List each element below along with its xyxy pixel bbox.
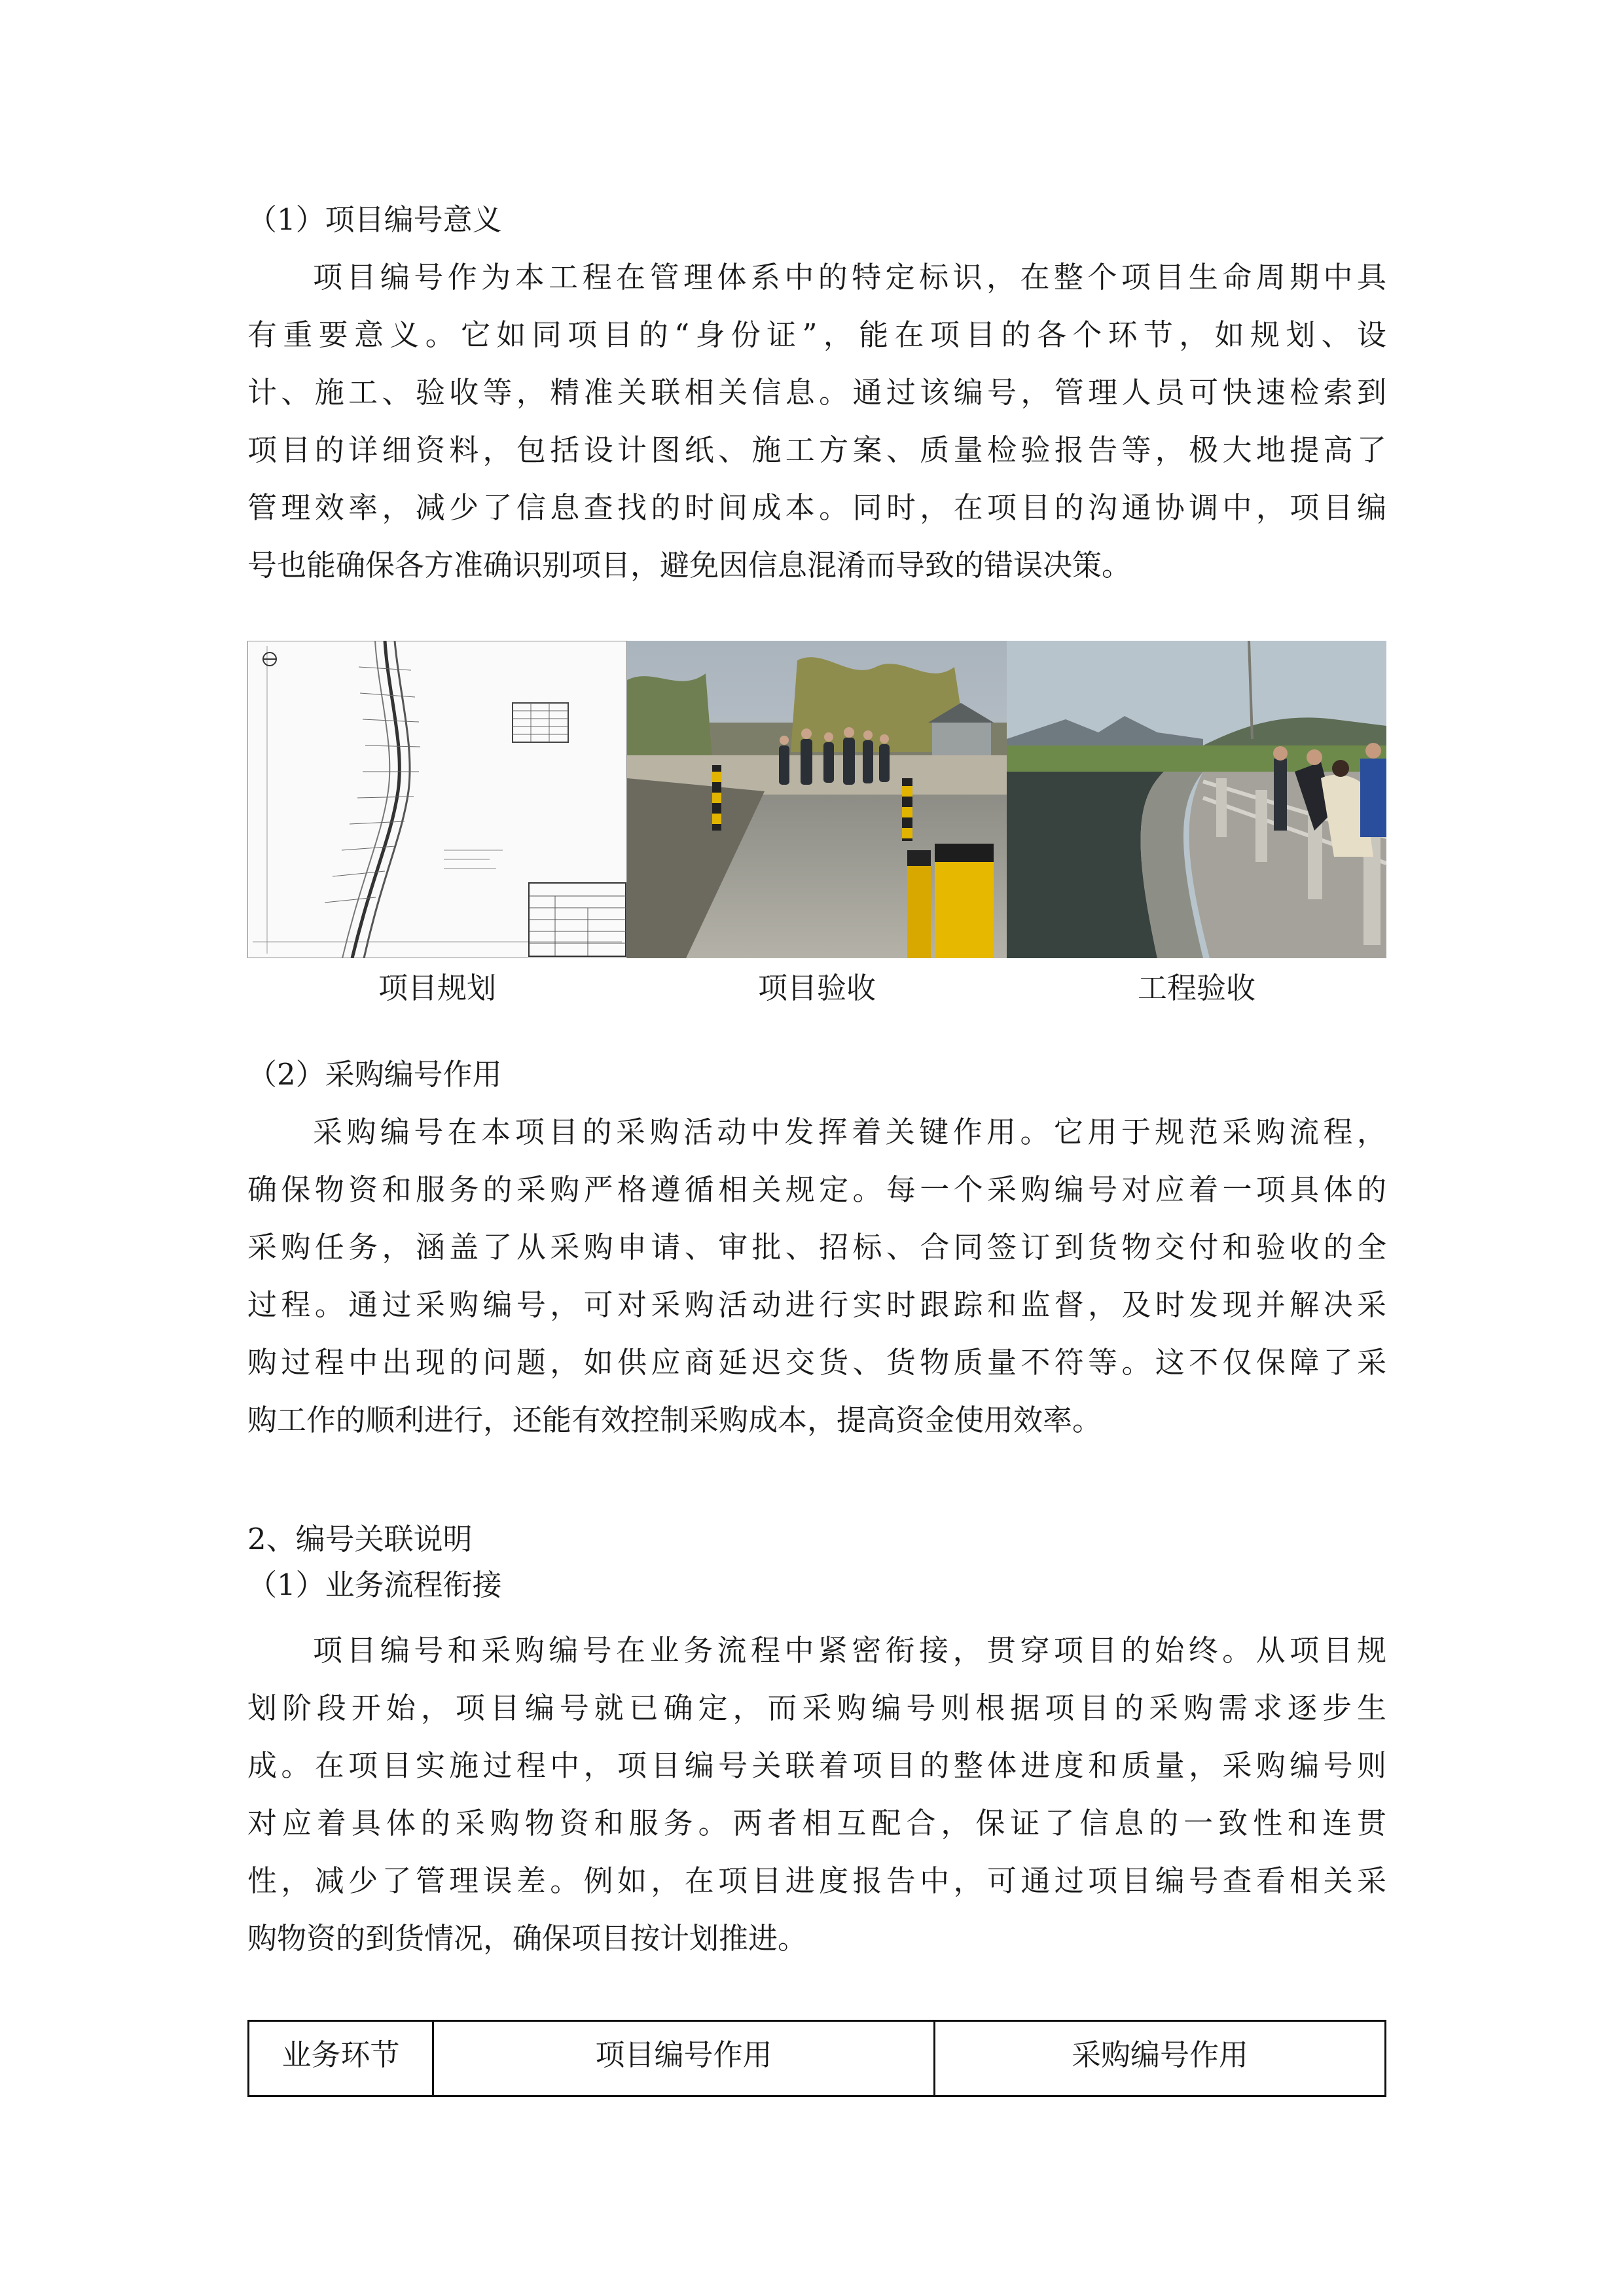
number-role-table [247, 2020, 1386, 2097]
paragraph-procurement-number [247, 1103, 1386, 1449]
paragraph-line: 购工作的顺利进行，还能有效控制采购成本，提高资金使用效率。 [247, 1403, 1102, 1437]
figure-captions [247, 962, 1386, 1014]
paragraph-line: 对应着具体的采购物资和服务。两者相互配合，保证了信息的一致性和连贯 [247, 1806, 1386, 1840]
caption-project-acceptance: 项目验收 [757, 971, 876, 1005]
paragraph-line: 项目的详细资料，包括设计图纸、施工方案、质量检验报告等，极大地提高了 [247, 433, 1386, 467]
paragraph-line: 性，减少了管理误差。例如，在项目进度报告中，可通过项目编号查看相关采 [247, 1863, 1386, 1898]
table-header-row [249, 2021, 1386, 2096]
section-heading-procurement-number [247, 1046, 502, 1103]
paragraph-line: 划阶段开始，项目编号就已确定，而采购编号则根据项目的采购需求逐步生 [247, 1691, 1386, 1725]
paragraph-line: 采购编号在本项目的采购活动中发挥着关键作用。它用于规范采购流程， [313, 1115, 1386, 1149]
heading-text: 2、编号关联说明 [247, 1522, 473, 1556]
paragraph-line: 管理效率，减少了信息查找的时间成本。同时，在项目的沟通协调中，项目编 [247, 490, 1386, 525]
figure-row [247, 641, 1386, 958]
paragraph-line: 计、施工、验收等，精准关联相关信息。通过该编号，管理人员可快速检索到 [247, 375, 1386, 410]
section-heading-project-number [247, 191, 502, 249]
heading-text: （2）采购编号作用 [247, 1057, 502, 1092]
paragraph-line: 成。在项目实施过程中，项目编号关联着项目的整体进度和质量，采购编号则 [247, 1748, 1386, 1783]
paragraph-line: 确保物资和服务的采购严格遵循相关规定。每一个采购编号对应着一项具体的 [247, 1172, 1386, 1207]
table-header-cell: 采购编号作用 [935, 2021, 1386, 2096]
caption-engineering-acceptance: 工程验收 [1137, 971, 1255, 1005]
paragraph-business-process [247, 1622, 1386, 1967]
paragraph-line: 号也能确保各方准确识别项目，避免因信息混淆而导致的错误决策。 [247, 548, 1132, 583]
paragraph-line: 采购任务，涵盖了从采购申请、审批、招标、合同签订到货物交付和验收的全 [247, 1230, 1386, 1265]
heading-text: （1）项目编号意义 [247, 202, 502, 237]
subheading-text: （1）业务流程衔接 [247, 1568, 502, 1602]
paragraph-line: 购物资的到货情况，确保项目按计划推进。 [247, 1921, 808, 1956]
paragraph-line: 项目编号作为本工程在管理体系中的特定标识，在整个项目生命周期中具 [313, 260, 1386, 295]
section-heading-number-association [247, 1511, 502, 1614]
table-header-cell: 项目编号作用 [433, 2021, 935, 2096]
caption-project-planning: 项目规划 [378, 971, 496, 1005]
paragraph-line: 有重要意义。它如同项目的“身份证”，能在项目的各个环节，如规划、设 [247, 317, 1386, 352]
figure-engineering-acceptance-photo [1007, 641, 1386, 958]
paragraph-line: 项目编号和采购编号在业务流程中紧密衔接，贯穿项目的始终。从项目规 [313, 1633, 1386, 1668]
figure-project-acceptance-photo [627, 641, 1007, 958]
paragraph-project-number [247, 249, 1386, 594]
paragraph-line: 购过程中出现的问题，如供应商延迟交货、货物质量不符等。这不仅保障了采 [247, 1345, 1386, 1380]
table-header-cell: 业务环节 [249, 2021, 433, 2096]
paragraph-line: 过程。通过采购编号，可对采购活动进行实时跟踪和监督，及时发现并解决采 [247, 1287, 1386, 1322]
figure-plan-drawing [247, 641, 627, 958]
